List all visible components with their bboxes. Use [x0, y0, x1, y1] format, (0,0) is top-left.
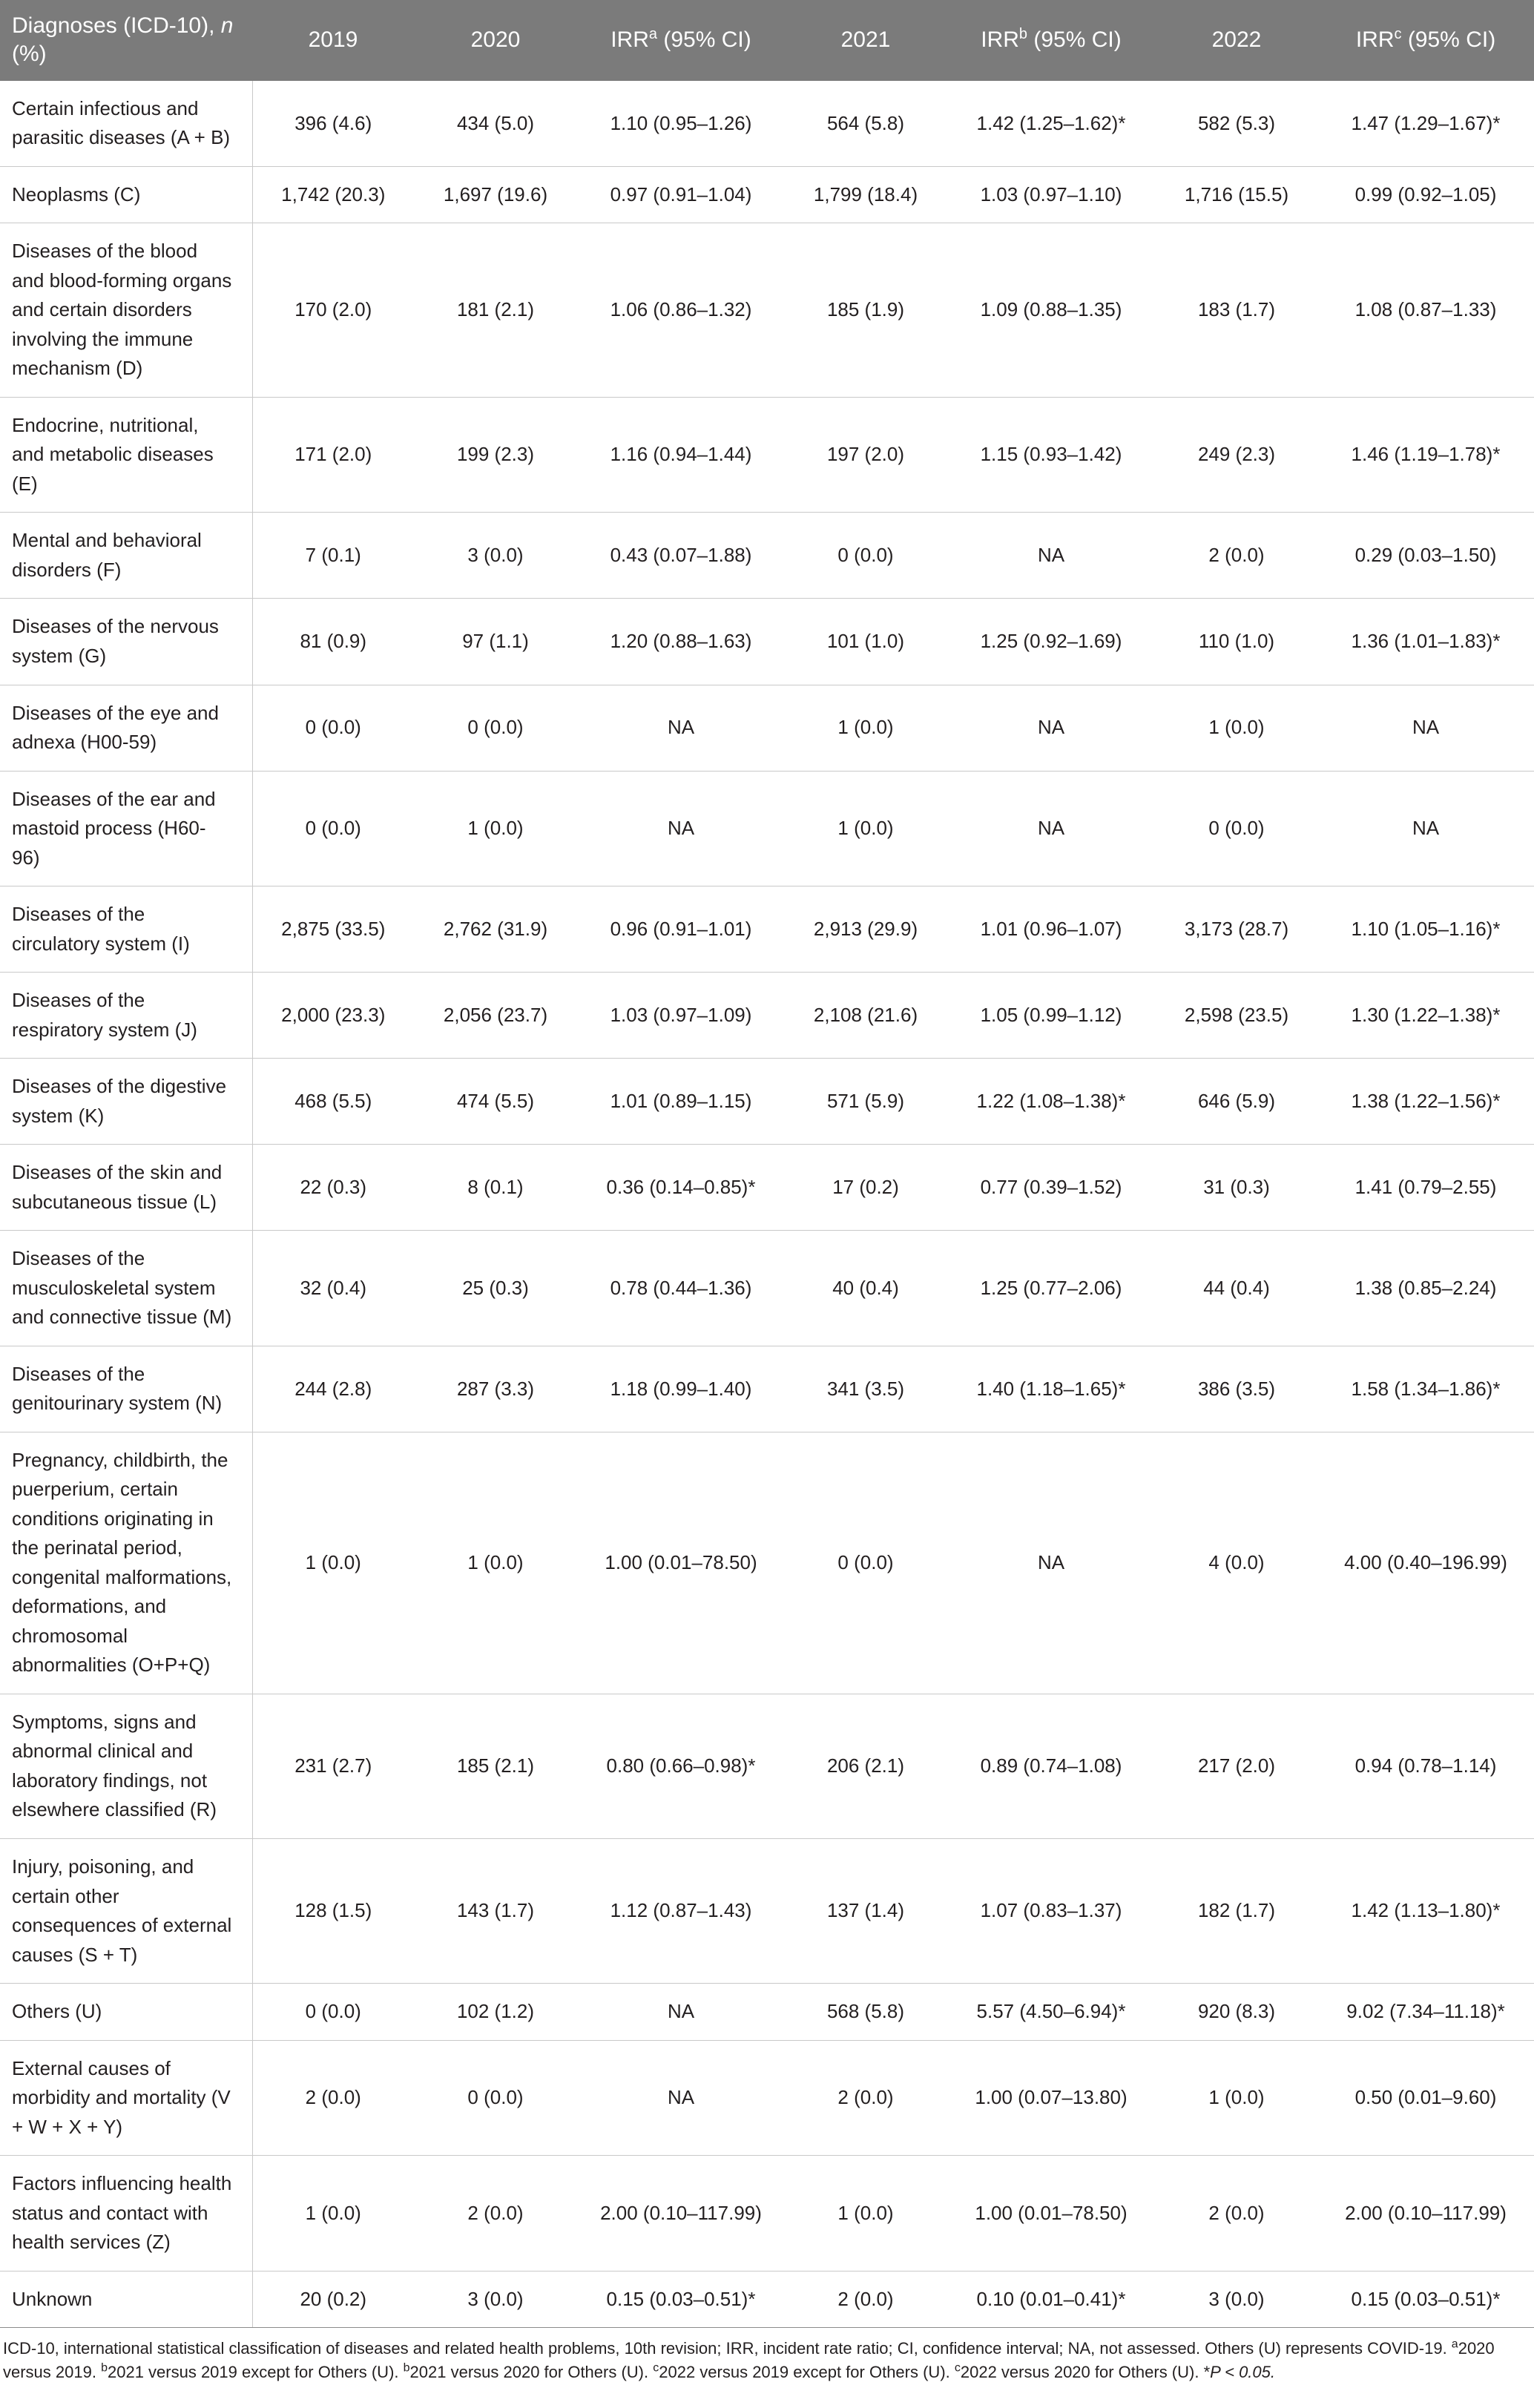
cell-2021: 2 (0.0): [785, 2271, 947, 2328]
cell-2022: 110 (1.0): [1156, 599, 1317, 685]
cell-2020: 2,056 (23.7): [414, 973, 577, 1059]
cell-2020: 474 (5.5): [414, 1059, 577, 1145]
cell-irr-a: 0.96 (0.91–1.01): [577, 886, 785, 973]
cell-irr-a: 0.15 (0.03–0.51)*: [577, 2271, 785, 2328]
cell-2021: 2 (0.0): [785, 2040, 947, 2156]
cell-2021: 1 (0.0): [785, 685, 947, 771]
cell-2021: 17 (0.2): [785, 1145, 947, 1231]
cell-irr-c: 1.38 (0.85–2.24): [1317, 1231, 1534, 1346]
footnote-note-b1: 2021 versus 2019 except for Others (U).: [107, 2363, 404, 2382]
cell-2021: 206 (2.1): [785, 1694, 947, 1838]
cell-2021: 0 (0.0): [785, 1432, 947, 1694]
footnote-sup-a: a: [1451, 2338, 1458, 2351]
cell-irr-b: 5.57 (4.50–6.94)*: [947, 1984, 1156, 2041]
cell-2022: 249 (2.3): [1156, 397, 1317, 513]
cell-irr-a: 1.00 (0.01–78.50): [577, 1432, 785, 1694]
cell-2019: 171 (2.0): [252, 397, 414, 513]
cell-2021: 101 (1.0): [785, 599, 947, 685]
cell-irr-a: 0.97 (0.91–1.04): [577, 166, 785, 223]
cell-2019: 2,875 (33.5): [252, 886, 414, 973]
cell-irr-a: 0.43 (0.07–1.88): [577, 513, 785, 599]
cell-2022: 3 (0.0): [1156, 2271, 1317, 2328]
cell-2019: 0 (0.0): [252, 771, 414, 886]
cell-2021: 0 (0.0): [785, 513, 947, 599]
cell-2022: 2,598 (23.5): [1156, 973, 1317, 1059]
cell-irr-a: 1.03 (0.97–1.09): [577, 973, 785, 1059]
cell-irr-a: 1.10 (0.95–1.26): [577, 81, 785, 167]
cell-2020: 3 (0.0): [414, 2271, 577, 2328]
cell-2020: 181 (2.1): [414, 223, 577, 398]
cell-2020: 8 (0.1): [414, 1145, 577, 1231]
cell-irr-a: 0.80 (0.66–0.98)*: [577, 1694, 785, 1838]
cell-irr-a: 1.18 (0.99–1.40): [577, 1346, 785, 1432]
header-row: [0, 0, 1534, 81]
cell-2022: 1 (0.0): [1156, 685, 1317, 771]
cell-2022: 386 (3.5): [1156, 1346, 1317, 1432]
table-row: [0, 2156, 1534, 2272]
cell-irr-a: NA: [577, 685, 785, 771]
row-label: Diseases of the skin and subcutaneous tissue (L): [0, 1145, 252, 1231]
cell-irr-c: NA: [1317, 685, 1534, 771]
cell-2021: 1 (0.0): [785, 2156, 947, 2272]
table-row: [0, 685, 1534, 771]
cell-2021: 137 (1.4): [785, 1838, 947, 1983]
cell-irr-a: NA: [577, 1984, 785, 2041]
cell-irr-c: 1.47 (1.29–1.67)*: [1317, 81, 1534, 167]
cell-irr-b: NA: [947, 685, 1156, 771]
cell-2020: 97 (1.1): [414, 599, 577, 685]
cell-irr-c: 1.10 (1.05–1.16)*: [1317, 886, 1534, 973]
cell-irr-b: 1.00 (0.01–78.50): [947, 2156, 1156, 2272]
row-label: External causes of morbidity and mortality (V + W + X + Y): [0, 2040, 252, 2156]
cell-irr-b: 1.00 (0.07–13.80): [947, 2040, 1156, 2156]
cell-2020: 0 (0.0): [414, 685, 577, 771]
row-label: Diseases of the genitourinary system (N): [0, 1346, 252, 1432]
row-label: Certain infectious and parasitic diseases (A + B): [0, 81, 252, 167]
row-label: Diseases of the musculoskeletal system and connective tissue (M): [0, 1231, 252, 1346]
column-header-irr-b: IRR$^b$ (95% CI): [947, 0, 1156, 81]
cell-2019: 244 (2.8): [252, 1346, 414, 1432]
table-row: [0, 973, 1534, 1059]
footnote-sup-b1: b: [101, 2361, 108, 2375]
row-label: Injury, poisoning, and certain other consequences of external causes (S + T): [0, 1838, 252, 1983]
footnote-sup-b2: b: [403, 2361, 410, 2375]
cell-2022: 44 (0.4): [1156, 1231, 1317, 1346]
footnote-sup-c2: c: [954, 2361, 961, 2375]
table-row: [0, 513, 1534, 599]
row-label: Others (U): [0, 1984, 252, 2041]
cell-2019: 1 (0.0): [252, 1432, 414, 1694]
table-row: [0, 1432, 1534, 1694]
cell-irr-b: 1.42 (1.25–1.62)*: [947, 81, 1156, 167]
row-label: Diseases of the blood and blood-forming organs and certain disorders involving the immune mechanism (D): [0, 223, 252, 398]
cell-2020: 143 (1.7): [414, 1838, 577, 1983]
cell-2019: 32 (0.4): [252, 1231, 414, 1346]
cell-irr-b: 1.15 (0.93–1.42): [947, 397, 1156, 513]
cell-2021: 564 (5.8): [785, 81, 947, 167]
cell-irr-c: 0.15 (0.03–0.51)*: [1317, 2271, 1534, 2328]
cell-2021: 2,108 (21.6): [785, 973, 947, 1059]
cell-irr-c: 1.58 (1.34–1.86)*: [1317, 1346, 1534, 1432]
cell-2022: 4 (0.0): [1156, 1432, 1317, 1694]
row-label: Factors influencing health status and contact with health services (Z): [0, 2156, 252, 2272]
cell-irr-b: 0.77 (0.39–1.52): [947, 1145, 1156, 1231]
row-label: Pregnancy, childbirth, the puerperium, certain conditions originating in the perinatal period, congenital malformations, deformations, and chromosomal abnormalities (O+P+Q): [0, 1432, 252, 1694]
cell-irr-c: 1.36 (1.01–1.83)*: [1317, 599, 1534, 685]
cell-irr-b: NA: [947, 513, 1156, 599]
cell-2019: 81 (0.9): [252, 599, 414, 685]
footnote-note-a: 2020 versus 2019.: [3, 2339, 1495, 2382]
cell-irr-c: 0.29 (0.03–1.50): [1317, 513, 1534, 599]
column-header-2021: 2021: [785, 0, 947, 81]
cell-irr-b: 1.25 (0.77–2.06): [947, 1231, 1156, 1346]
cell-2020: 1,697 (19.6): [414, 166, 577, 223]
row-label: Diseases of the respiratory system (J): [0, 973, 252, 1059]
row-label: Diseases of the digestive system (K): [0, 1059, 252, 1145]
row-label: Endocrine, nutritional, and metabolic diseases (E): [0, 397, 252, 513]
cell-irr-b: 0.10 (0.01–0.41)*: [947, 2271, 1156, 2328]
footnote-note-c2: 2022 versus 2020 for Others (U).: [960, 2363, 1204, 2382]
cell-2022: 182 (1.7): [1156, 1838, 1317, 1983]
cell-2022: 2 (0.0): [1156, 2156, 1317, 2272]
row-label: Unknown: [0, 2271, 252, 2328]
cell-irr-b: 1.01 (0.96–1.07): [947, 886, 1156, 973]
cell-irr-b: NA: [947, 1432, 1156, 1694]
cell-2020: 0 (0.0): [414, 2040, 577, 2156]
cell-2022: 920 (8.3): [1156, 1984, 1317, 2041]
table-footnote: [0, 2328, 1534, 2399]
cell-2019: 7 (0.1): [252, 513, 414, 599]
cell-2022: 1,716 (15.5): [1156, 166, 1317, 223]
cell-2019: 2,000 (23.3): [252, 973, 414, 1059]
cell-2021: 197 (2.0): [785, 397, 947, 513]
cell-irr-b: 1.07 (0.83–1.37): [947, 1838, 1156, 1983]
cell-irr-a: NA: [577, 771, 785, 886]
row-label: Neoplasms (C): [0, 166, 252, 223]
column-header-2019: 2019: [252, 0, 414, 81]
cell-irr-c: 2.00 (0.10–117.99): [1317, 2156, 1534, 2272]
cell-2022: 31 (0.3): [1156, 1145, 1317, 1231]
table-row: [0, 223, 1534, 398]
cell-2021: 341 (3.5): [785, 1346, 947, 1432]
cell-irr-c: 0.99 (0.92–1.05): [1317, 166, 1534, 223]
table-body: [0, 81, 1534, 2328]
cell-2019: 20 (0.2): [252, 2271, 414, 2328]
cell-2019: 1,742 (20.3): [252, 166, 414, 223]
table-row: [0, 1145, 1534, 1231]
cell-irr-c: 1.30 (1.22–1.38)*: [1317, 973, 1534, 1059]
cell-2021: 2,913 (29.9): [785, 886, 947, 973]
column-header-irr-c: IRR$^c$ (95% CI): [1317, 0, 1534, 81]
cell-2019: 0 (0.0): [252, 685, 414, 771]
cell-2020: 1 (0.0): [414, 1432, 577, 1694]
cell-2019: 22 (0.3): [252, 1145, 414, 1231]
cell-2022: 183 (1.7): [1156, 223, 1317, 398]
row-label: Symptoms, signs and abnormal clinical and laboratory findings, not elsewhere classified (R): [0, 1694, 252, 1838]
cell-2020: 1 (0.0): [414, 771, 577, 886]
cell-irr-b: 1.40 (1.18–1.65)*: [947, 1346, 1156, 1432]
table-row: [0, 397, 1534, 513]
cell-2019: 231 (2.7): [252, 1694, 414, 1838]
footnote-note-c1: 2022 versus 2019 except for Others (U).: [659, 2363, 955, 2382]
cell-irr-b: 1.09 (0.88–1.35): [947, 223, 1156, 398]
cell-2019: 396 (4.6): [252, 81, 414, 167]
cell-irr-a: 0.78 (0.44–1.36): [577, 1231, 785, 1346]
cell-2021: 571 (5.9): [785, 1059, 947, 1145]
cell-2019: 2 (0.0): [252, 2040, 414, 2156]
row-label: Diseases of the circulatory system (I): [0, 886, 252, 973]
footnote-sup-c1: c: [653, 2361, 659, 2375]
column-header-diagnoses: Diagnoses (ICD-10), n (%): [0, 0, 252, 81]
cell-2020: 287 (3.3): [414, 1346, 577, 1432]
table-row: [0, 1059, 1534, 1145]
cell-irr-b: 1.05 (0.99–1.12): [947, 973, 1156, 1059]
cell-2020: 185 (2.1): [414, 1694, 577, 1838]
cell-irr-a: NA: [577, 2040, 785, 2156]
cell-2022: 217 (2.0): [1156, 1694, 1317, 1838]
cell-2020: 2,762 (31.9): [414, 886, 577, 973]
table-row: [0, 886, 1534, 973]
cell-2021: 1,799 (18.4): [785, 166, 947, 223]
cell-2020: 3 (0.0): [414, 513, 577, 599]
table-row: [0, 2271, 1534, 2328]
cell-2019: 128 (1.5): [252, 1838, 414, 1983]
table-row: [0, 599, 1534, 685]
cell-irr-a: 1.06 (0.86–1.32): [577, 223, 785, 398]
cell-2021: 1 (0.0): [785, 771, 947, 886]
footnote-star: *: [1203, 2363, 1211, 2382]
cell-2022: 582 (5.3): [1156, 81, 1317, 167]
cell-irr-a: 1.16 (0.94–1.44): [577, 397, 785, 513]
cell-irr-a: 1.01 (0.89–1.15): [577, 1059, 785, 1145]
cell-irr-b: 1.25 (0.92–1.69): [947, 599, 1156, 685]
table-row: [0, 1694, 1534, 1838]
table-header: [0, 0, 1534, 81]
cell-2022: 1 (0.0): [1156, 2040, 1317, 2156]
column-header-2022: 2022: [1156, 0, 1317, 81]
cell-2020: 2 (0.0): [414, 2156, 577, 2272]
cell-irr-b: 1.03 (0.97–1.10): [947, 166, 1156, 223]
row-label: Diseases of the ear and mastoid process (H60-96): [0, 771, 252, 886]
table-row: [0, 771, 1534, 886]
cell-irr-c: 0.94 (0.78–1.14): [1317, 1694, 1534, 1838]
cell-2019: 170 (2.0): [252, 223, 414, 398]
cell-irr-c: 1.46 (1.19–1.78)*: [1317, 397, 1534, 513]
table-row: [0, 1231, 1534, 1346]
cell-irr-c: 0.50 (0.01–9.60): [1317, 2040, 1534, 2156]
table-row: [0, 166, 1534, 223]
cell-irr-a: 1.20 (0.88–1.63): [577, 599, 785, 685]
cell-2019: 468 (5.5): [252, 1059, 414, 1145]
cell-2020: 102 (1.2): [414, 1984, 577, 2041]
cell-2020: 199 (2.3): [414, 397, 577, 513]
cell-2019: 1 (0.0): [252, 2156, 414, 2272]
cell-2020: 434 (5.0): [414, 81, 577, 167]
cell-2022: 0 (0.0): [1156, 771, 1317, 886]
table-row: [0, 1346, 1534, 1432]
cell-irr-c: 1.38 (1.22–1.56)*: [1317, 1059, 1534, 1145]
cell-irr-c: 4.00 (0.40–196.99): [1317, 1432, 1534, 1694]
table-row: [0, 81, 1534, 167]
cell-irr-b: 0.89 (0.74–1.08): [947, 1694, 1156, 1838]
column-header-irr-a: IRR$^a$ (95% CI): [577, 0, 785, 81]
cell-irr-c: 1.08 (0.87–1.33): [1317, 223, 1534, 398]
cell-2022: 2 (0.0): [1156, 513, 1317, 599]
cell-irr-a: 2.00 (0.10–117.99): [577, 2156, 785, 2272]
cell-irr-c: 1.42 (1.13–1.80)*: [1317, 1838, 1534, 1983]
table-row: [0, 1984, 1534, 2041]
cell-irr-c: NA: [1317, 771, 1534, 886]
cell-2020: 25 (0.3): [414, 1231, 577, 1346]
footnote-note-b2: 2021 versus 2020 for Others (U).: [409, 2363, 654, 2382]
cell-2022: 3,173 (28.7): [1156, 886, 1317, 973]
cell-irr-a: 1.12 (0.87–1.43): [577, 1838, 785, 1983]
cell-2019: 0 (0.0): [252, 1984, 414, 2041]
table-row: [0, 1838, 1534, 1983]
column-header-2020: 2020: [414, 0, 577, 81]
cell-irr-b: NA: [947, 771, 1156, 886]
row-label: Diseases of the eye and adnexa (H00-59): [0, 685, 252, 771]
cell-irr-c: 1.41 (0.79–2.55): [1317, 1145, 1534, 1231]
cell-2021: 40 (0.4): [785, 1231, 947, 1346]
cell-irr-a: 0.36 (0.14–0.85)*: [577, 1145, 785, 1231]
table-row: [0, 2040, 1534, 2156]
cell-irr-c: 9.02 (7.34–11.18)*: [1317, 1984, 1534, 2041]
row-label: Mental and behavioral disorders (F): [0, 513, 252, 599]
cell-irr-b: 1.22 (1.08–1.38)*: [947, 1059, 1156, 1145]
cell-2021: 185 (1.9): [785, 223, 947, 398]
footnote-significance: P < 0.05.: [1210, 2363, 1276, 2382]
row-label: Diseases of the nervous system (G): [0, 599, 252, 685]
cell-2022: 646 (5.9): [1156, 1059, 1317, 1145]
footnote-abbreviations: ICD-10, international statistical classification of diseases and related health problems, 10th revision; IRR, incident rate ratio; CI, confidence interval; NA, not assessed. Others (U) represents COVID-19.: [3, 2339, 1452, 2358]
cell-2021: 568 (5.8): [785, 1984, 947, 2041]
